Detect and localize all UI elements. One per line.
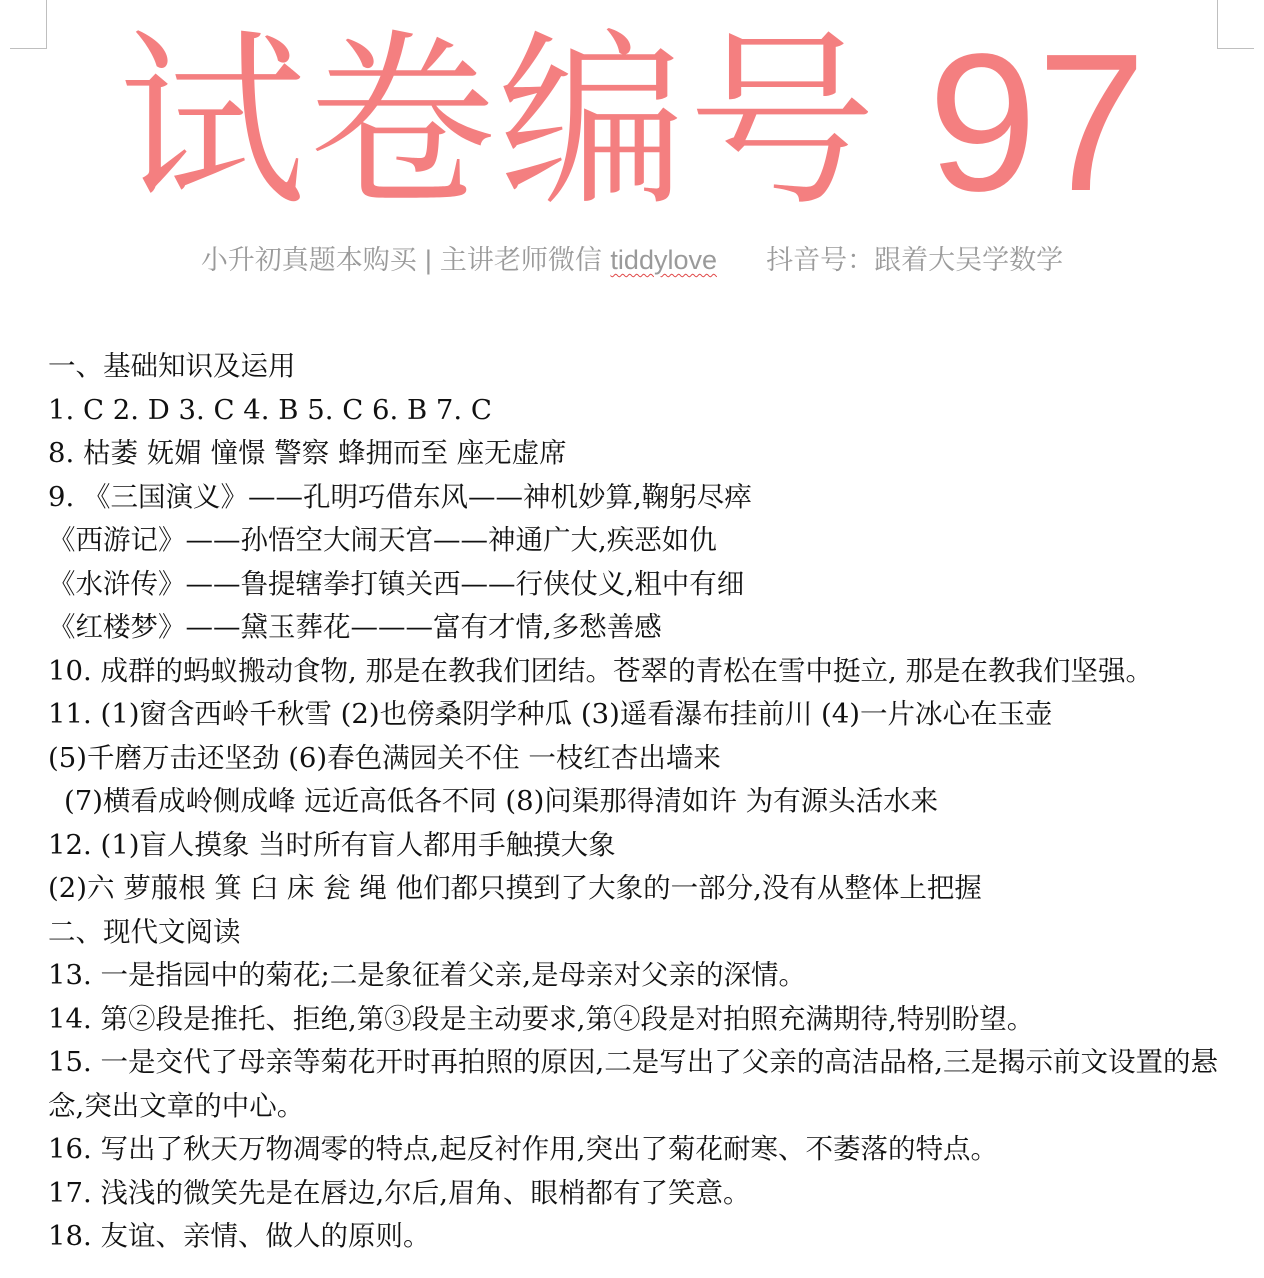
answer-line: 8. 枯萎 妩媚 憧憬 警察 蜂拥而至 座无虚席 — [48, 437, 567, 469]
answer-line: 10. 成群的蚂蚁搬动食物, 那是在教我们团结。苍翠的青松在雪中挺立, 那是在教我们坚强。 — [48, 654, 1153, 687]
subtitle-douyin: 抖音号：跟着大吴学数学 — [766, 245, 1064, 276]
answer-line: 1. C 2. D 3. C 4. B 5. C 6. B 7. C — [48, 393, 492, 426]
paper-number: 97 — [927, 13, 1146, 232]
answer-line: 15. 一是交代了母亲等菊花开时再拍照的原因,二是写出了父亲的高洁品格,三是揭示前文设置的悬念,突出文章的中心。 — [48, 1046, 1218, 1122]
answer-line: 13. 一是指园中的菊花;二是象征着父亲,是母亲对父亲的深情。 — [48, 959, 806, 991]
answer-key-body — [48, 345, 1228, 1259]
subtitle-bar — [0, 240, 1264, 281]
answer-line: 《红楼梦》——黛玉葬花———富有才情,多愁善感 — [48, 611, 662, 643]
answer-line: 18. 友谊、亲情、做人的原则。 — [48, 1220, 431, 1252]
subtitle-teacher-label: 主讲老师微信 — [439, 245, 602, 276]
answer-line: 12. (1)盲人摸象 当时所有盲人都用手触摸大象 — [48, 828, 616, 861]
answer-line: (5)千磨万击还坚劲 (6)春色满园关不住 一枝红杏出墙来 — [48, 741, 721, 774]
subtitle-separator: | — [424, 245, 432, 275]
answer-line: 14. 第②段是推托、拒绝,第③段是主动要求,第④段是对拍照充满期待,特别盼望。 — [48, 1002, 1035, 1035]
paper-title: 试卷编号 — [117, 13, 878, 232]
answer-line: 《西游记》——孙悟空大闹天宫——神通广大,疾恶如仇 — [48, 524, 717, 556]
answer-line: 16. 写出了秋天万物凋零的特点,起反衬作用,突出了菊花耐寒、不萎落的特点。 — [48, 1133, 998, 1165]
section-heading-basics: 一、基础知识及运用 — [48, 350, 296, 382]
answer-line: (7)横看成岭侧成峰 远近高低各不同 (8)问渠那得清如许 为有源头活水来 — [64, 785, 939, 817]
subtitle-purchase: 小升初真题本购买 — [200, 245, 417, 276]
answer-line: (2)六 萝菔根 箕 臼 床 瓮 绳 他们都只摸到了大象的一部分,没有从整体上把握 — [48, 872, 982, 904]
answer-line: 11. (1)窗含西岭千秋雪 (2)也傍桑阴学种瓜 (3)遥看瀑布挂前川 (4)一片冰心在玉壶 — [48, 698, 1053, 730]
section-heading-reading: 二、现代文阅读 — [48, 915, 241, 948]
answer-line: 17. 浅浅的微笑先是在唇边,尔后,眉角、眼梢都有了笑意。 — [48, 1176, 751, 1209]
answer-line: 《水浒传》——鲁提辖拳打镇关西——行侠仗义,粗中有细 — [48, 567, 745, 600]
subtitle-wechat-id: tiddylove — [610, 245, 717, 275]
answer-line: 9. 《三国演义》——孔明巧借东风——神机妙算,鞠躬尽瘁 — [48, 480, 752, 513]
title-banner — [0, 0, 1264, 232]
